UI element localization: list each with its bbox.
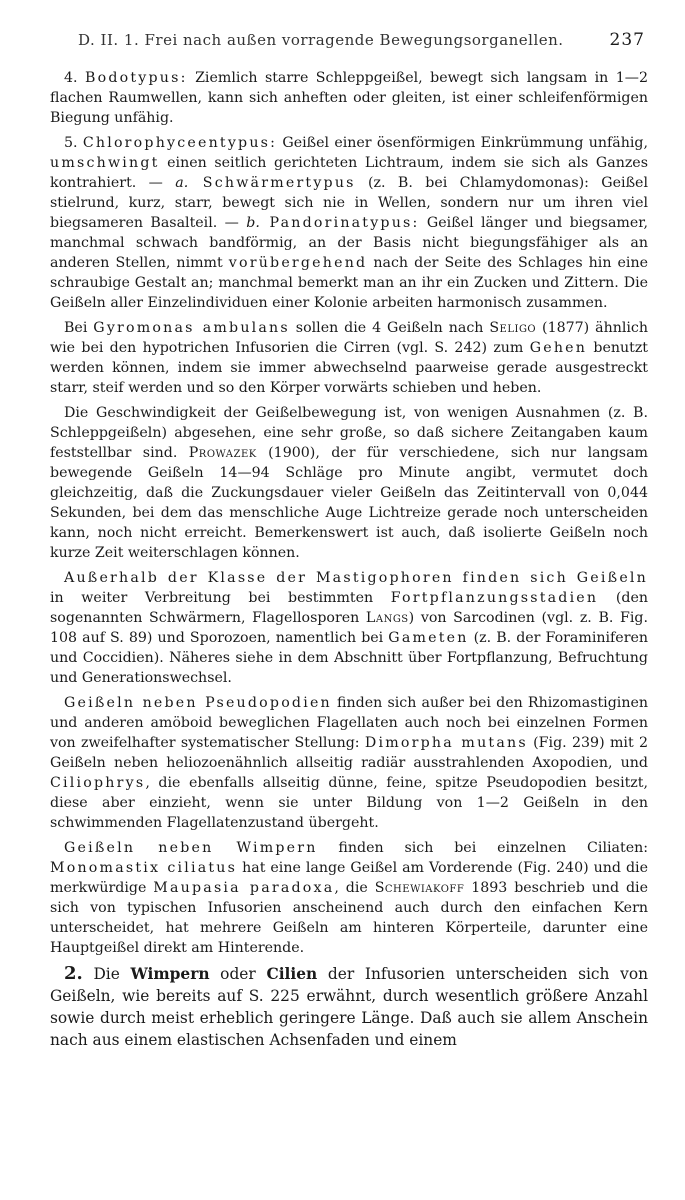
term-ausserhalb: Außerhalb der Klasse der Mastigophoren finden sich Geißeln: [64, 570, 648, 586]
paragraph-text: ) von Sarcodinen (vgl. z. B. Fig. 108 auf S. 89) und Sporozoen, namentlich bei: [50, 610, 648, 646]
term-wimpern: Wimpern: [130, 965, 210, 983]
running-title: D. II. 1. Frei nach außen vorragende Bewegungsorganellen.: [78, 31, 564, 49]
paragraph-gyromonas: [50, 318, 648, 398]
paragraph-text: Ziemlich starre Schleppgeißel, bewegt sich langsam in 1—2 flachen Raumwellen, kann sich anheften oder gleiten, ist einer schleifenförmigen Biegung unfähig.: [50, 70, 649, 126]
paragraph-text: (1877) ähnlich wie bei den hypotrichen Infusorien die Cirren (vgl. S. 242) zum: [50, 320, 649, 356]
paragraph-text: (1900), der für verschiedene, sich nur langsam bewegende Geißeln 14—94 Schläge pro Minute angibt, vermutet doch gleichzeitig, daß die Zuckungsdauer vieler Geißeln das Zeitintervall von 0,044 Sekunden, bei dem das menschliche Auge Lichtreize gerade noch unterscheiden kann, noch nicht erreicht. Bemerkenswert ist auch, daß isolierte Geißeln noch kurze Zeit weiterschlagen können.: [50, 445, 648, 561]
section-2-paragraph: [50, 963, 648, 1051]
term-geisseln-wimpern: Geißeln neben Wimpern: [64, 840, 318, 856]
term-gyromonas: Gyromonas ambulans: [93, 320, 290, 336]
term-gameten: Gameten: [388, 630, 469, 646]
term-gehen: Gehen: [529, 340, 588, 356]
paragraph-text: in weiter Verbreitung bei bestimmten: [50, 590, 391, 606]
term-geisseln-pseudopodien: Geißeln neben Pseudopodien: [64, 695, 332, 711]
paragraph-text: sollen die 4 Geißeln nach: [289, 320, 490, 336]
term-pandorinatypus: Pandorinatypus:: [259, 215, 420, 231]
paragraph-text: (den sogenannten Schwärmern, Flagellosporen: [50, 590, 649, 626]
paragraph-text: oder: [209, 965, 267, 983]
paragraph-text: , die: [334, 880, 375, 896]
term-cilien: Cilien: [266, 965, 318, 983]
paragraph-text: (Fig. 239) mit 2 Geißeln neben heliozoenähnlich allseitig radiär ausstrahlenden Axopodien, und: [50, 735, 649, 771]
author-seligo: Seligo: [489, 320, 537, 336]
item-number: 5.: [64, 135, 83, 151]
paragraph-text: Geißel länger und biegsamer, manchmal schwach bandförmig, an der Basis nicht biegungsfähiger als an anderen Stellen, nimmt: [50, 215, 649, 271]
paragraph-text: (z. B. der Foraminiferen und Coccidien). Näheres siehe in dem Abschnitt über Fortpflanzung, Befruchtung und Generationswechsel.: [50, 630, 649, 686]
author-schewiakoff: Schewiakoff: [374, 880, 465, 896]
paragraph-text: 1893 beschrieb und die sich von typischen Infusorien anscheinend auch durch den einfachen Kern unterscheidet, hat mehrere Geißeln am hinteren Körperteile, darunter eine Hauptgeißel direkt am Hinterende.: [50, 880, 648, 956]
term-voruebergehend: vorübergehend: [228, 255, 368, 271]
body-text: [50, 68, 648, 1056]
paragraph-text: nach der Seite des Schlages hin eine schraubige Gestalt an; manchmal bemerkt man an ihr ein Zucken und Zittern. Die Geißeln aller Einzelindividuen einer Kolonie arbeiten harmonisch zusammen.: [50, 255, 648, 311]
paragraph-text: Geißel einer ösenförmigen Einkrümmung unfähig,: [277, 135, 649, 151]
term-ciliophrys: Ciliophrys: [50, 775, 146, 791]
author-prowazek: Prowazek: [188, 445, 257, 461]
paragraph-chlorophyceentypus: [50, 133, 648, 313]
paragraph-text: Die: [82, 965, 131, 983]
term-fortpflanzungsstadien: Fortpflanzungsstadien: [390, 590, 599, 606]
paragraph-text: einen seitlich gerichteten Lichtraum, indem sie sich als Ganzes kontrahiert. —: [50, 155, 648, 191]
page-number: 237: [609, 30, 645, 50]
paragraph-pseudopodien: [50, 693, 648, 833]
term-schwaermertypus: Schwärmertypus: [188, 175, 356, 191]
paragraph-text: , die ebenfalls allseitig dünne, feine, spitze Pseudopodien besitzt, diese aber einzieht, wenn sie unter Bildung von 1—2 Geißeln in den schwimmenden Flagellatenzustand übergeht.: [50, 775, 648, 831]
running-header: [78, 30, 645, 50]
term-monomastix: Monomastix ciliatus: [50, 860, 238, 876]
term-dimorpha: Dimorpha mutans: [364, 735, 528, 751]
sub-label-a: a.: [175, 175, 189, 191]
item-number: 4.: [64, 70, 86, 86]
term-maupasia: Maupasia paradoxa: [153, 880, 335, 896]
author-langs: Langs: [365, 610, 409, 626]
sub-label-b: b.: [246, 215, 260, 231]
paragraph-text: benutzt werden können, indem sie immer abwechselnd paarweise gerade ausgestreckt starr, steif werden und so den Körper vorwärts schieben und heben.: [50, 340, 649, 396]
term-bodotypus: Bodotypus:: [85, 70, 188, 86]
paragraph-bodotypus: [50, 68, 648, 128]
term-chlorophyceentypus: Chlorophyceentypus:: [82, 135, 278, 151]
paragraph-wimpern: [50, 838, 648, 958]
paragraph-text: finden sich außer bei den Rhizomastiginen und anderen amöboid beweglichen Flagellaten auch noch bei einzelnen Formen von zweifelhafter systematischer Stellung:: [50, 695, 649, 751]
section-number: 2.: [64, 963, 83, 984]
paragraph-text: Bei: [64, 320, 94, 336]
paragraph-text: hat eine lange Geißel am Vorderende (Fig. 240) und die merkwürdige: [50, 860, 648, 896]
term-umschwingt: umschwingt: [50, 155, 160, 171]
paragraph-text: Die Geschwindigkeit der Geißelbewegung ist, von wenigen Ausnahmen (z. B. Schleppgeißeln) abgesehen, eine sehr große, so daß sichere Zeitangaben kaum feststellbar sind.: [50, 405, 648, 461]
paragraph-text: finden sich bei einzelnen Ciliaten:: [317, 840, 649, 856]
paragraph-ausserhalb: [50, 568, 648, 688]
paragraph-geschwindigkeit: [50, 403, 648, 563]
paragraph-text: (z. B. bei Chlamydomonas): Geißel stielrund, kurz, starr, bewegt sich nie in Wellen, sondern nur um ihren viel biegsameren Basalteil. —: [50, 175, 648, 231]
paragraph-text: der Infusorien unterscheiden sich von Geißeln, wie bereits auf S. 225 erwähnt, durch wesentlich größere Anzahl sowie durch meist erheblich geringere Länge. Daß auch sie allem Anschein nach aus einem elastischen Achsenfaden und einem: [50, 965, 648, 1049]
